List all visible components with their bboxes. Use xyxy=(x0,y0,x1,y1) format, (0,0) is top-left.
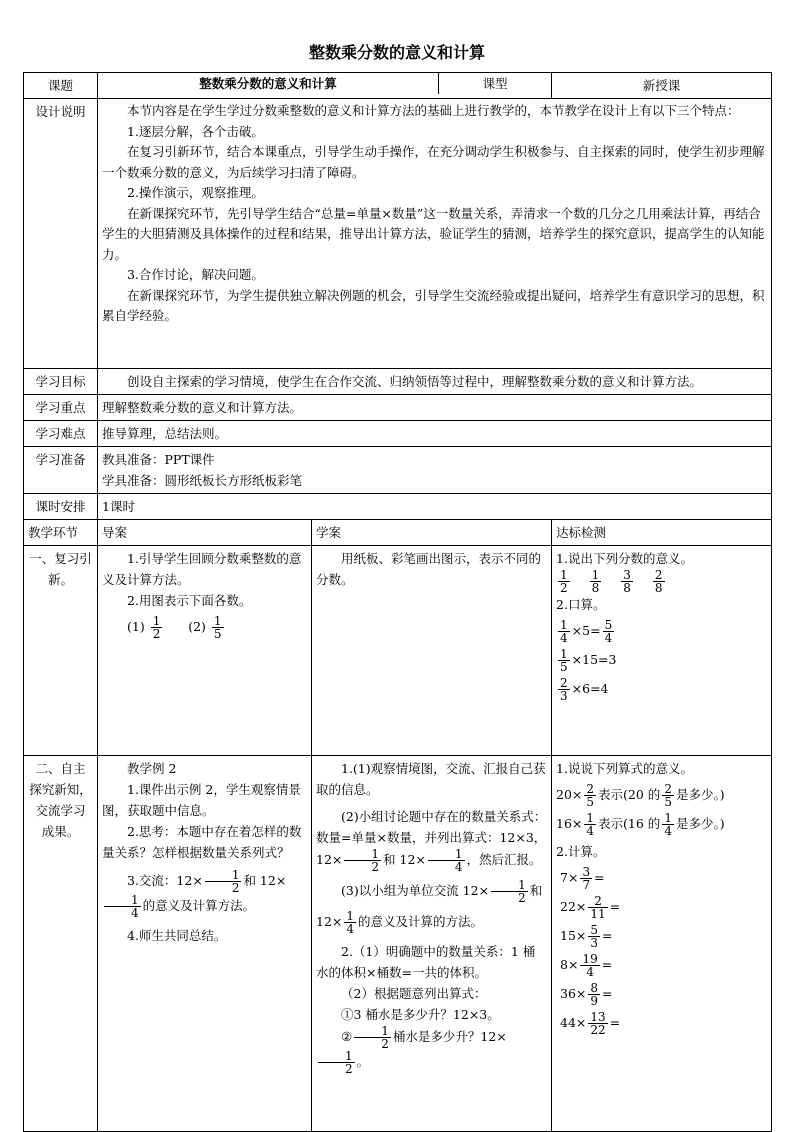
prep-teacher: 教具准备：PPT课件 xyxy=(102,452,215,467)
design-intro: 本节内容是在学生学过分数乘整数的意义和计算方法的基础上进行教学的，本节教学在设计上有以下三个特点： xyxy=(127,103,740,118)
difficulty-label: 学习难点 xyxy=(24,421,98,447)
stage2-name: 二、自主 探究新知， 交流学习 成果。 xyxy=(24,756,98,1132)
design-p2-body: 在新课探究环节，先引导学生结合“总量=单量×数量”这一数量关系，弄清求一个数的几分之几用乘法计算，再结合学生的大胆猜测及具体操作的过程和结果，推导出计算方法，验证学生的猜测，培养学生的探究意识，提高学生的认知能力。 xyxy=(102,205,765,262)
stage2-guide-3: 3.交流：12× $\frac{1}{2}$ 和 12× $\frac{1}{4}$ 的意义及计算方法。 xyxy=(102,869,307,919)
stage1-guide-1: 1.引导学生回顾分数乘整数的意义及计算方法。 xyxy=(102,551,302,587)
design-p3-title: 3.合作讨论，解决问题。 xyxy=(127,267,264,282)
fraction: $\frac{2}{8}$ xyxy=(654,568,663,595)
stage1-guide-2: 2.用图表示下面各数。 xyxy=(127,593,252,608)
stage2-learn-3: (3)以小组为单位交流 12× $\frac{1}{2}$ 和 xyxy=(341,878,543,905)
key-text: 理解整数乘分数的意义和计算方法。 xyxy=(98,395,772,421)
stage2-guide-1: 1.课件出示例 2，学生观察情景图，获取题中信息。 xyxy=(102,782,301,818)
col-stage: 教学环节 xyxy=(24,520,98,546)
design-label: 设计说明 xyxy=(24,99,98,369)
design-content xyxy=(98,99,772,369)
stage2-learn-1: 1.(1)观察情境图，交流、汇报自己获取的信息。 xyxy=(316,761,546,797)
stage2-learn-7: ② $\frac{1}{2}$ 桶水是多少升？12× $\frac{1}{2}$ 。 xyxy=(316,1025,547,1075)
key-label: 学习重点 xyxy=(24,395,98,421)
schedule-label: 课时安排 xyxy=(24,494,98,520)
stage2-learn-5: （2）根据题意列出算式： xyxy=(341,986,487,1001)
prep-student: 学具准备：圆形纸板长方形纸板彩笔 xyxy=(102,473,303,488)
schedule-text: 1课时 xyxy=(98,494,772,520)
fraction: $\frac{3}{8}$ xyxy=(623,568,631,595)
stage2-learn-6: ①3 桶水是多少升？12×3。 xyxy=(341,1007,500,1022)
calc-3: 15× $\frac{5}{3}$ = xyxy=(560,923,613,950)
col-check: 达标检测 xyxy=(552,520,772,546)
type-label: 课型 xyxy=(482,76,508,91)
fraction: $\frac{1}{2}$ xyxy=(152,614,161,641)
calc-4: 8× $\frac{19}{4}$ = xyxy=(560,952,613,979)
oral-calc-1: $\frac{1}{4}$ ×5= $\frac{5}{4}$ xyxy=(560,618,613,645)
meaning-1: 20× $\frac{2}{5}$ 表示(20 的 $\frac{2}{5}$ 是多少。) xyxy=(556,782,725,809)
lesson-plan-table xyxy=(23,72,772,1132)
design-p1-body: 在复习引新环节，结合本课重点，引导学生动手操作，在充分调动学生积极参与、自主探索的同时，使学生初步理解一个数乘分数的意义，为后续学习扫清了障碍。 xyxy=(102,144,765,180)
stage2-check-2: 2.计算。 xyxy=(556,844,606,859)
col-learn: 学案 xyxy=(312,520,552,546)
stage1-check-2: 2.口算。 xyxy=(556,597,606,612)
calc-5: 36× $\frac{8}{9}$ = xyxy=(560,981,613,1008)
goal-text: 创设自主探索的学习情境，使学生在合作交流、归纳领悟等过程中，理解整数乘分数的意义和计算方法。 xyxy=(127,374,703,389)
stage1-learn: 用纸板、彩笔画出图示，表示不同的分数。 xyxy=(316,551,542,587)
calc-1: 7× $\frac{3}{7}$ = xyxy=(560,865,605,892)
prep-label: 学习准备 xyxy=(24,447,98,494)
goal-label: 学习目标 xyxy=(24,369,98,395)
stage1-fraction-list xyxy=(556,569,767,594)
design-p1-title: 1.逐层分解，各个击破。 xyxy=(127,123,264,139)
stage2-guide-2: 2.思考：本题中存在着怎样的数量关系？怎样根据数量关系列式？ xyxy=(102,824,302,860)
stage2-guide-title: 教学例 2 xyxy=(127,761,177,776)
calc-6: 44× $\frac{13}{22}$ = xyxy=(560,1010,621,1037)
col-guide: 导案 xyxy=(98,520,312,546)
stage2-learn-4: 2.（1）明确题中的数量关系：1 桶水的体积×桶数=一共的体积。 xyxy=(316,944,536,980)
oral-calc-3: $\frac{2}{3}$ ×6=4 xyxy=(560,676,609,703)
type-value: 新授课 xyxy=(552,73,772,99)
fraction: $\frac{1}{2}$ xyxy=(560,568,568,595)
stage2-learn-2: (2)小组讨论题中存在的数量关系式：数量=单量×数量，并列出算式：12×3，12× $\frac{1}{2}$ 和 12× $\frac{1}{4}$ ，然后汇报。 xyxy=(316,809,547,874)
stage2-check-1: 1.说说下列算式的意义。 xyxy=(556,761,693,776)
meaning-2: 16× $\frac{1}{4}$ 表示(16 的 $\frac{1}{4}$ 是多少。) xyxy=(556,811,725,838)
document-title: 整数乘分数的意义和计算 xyxy=(308,43,485,62)
difficulty-text: 推导算理，总结法则。 xyxy=(98,421,772,447)
design-p2-title: 2.操作演示，观察推理。 xyxy=(127,185,264,200)
oral-calc-2: $\frac{1}{5}$ ×15=3 xyxy=(560,647,617,674)
stage1-name: 一、复习引新。 xyxy=(24,546,98,756)
topic-value: 整数乘分数的意义和计算 xyxy=(98,73,439,94)
stage2-guide-4: 4.师生共同总结。 xyxy=(127,928,227,943)
stage2-learn-3b: 12× $\frac{1}{4}$ 的意义及计算的方法。 xyxy=(316,909,484,936)
stage1-guide-fractions: (1) $\frac{1}{2}$ (2) $\frac{1}{5}$ xyxy=(127,614,222,641)
fraction: $\frac{1}{5}$ xyxy=(213,614,222,641)
topic-label: 课题 xyxy=(24,73,98,99)
calc-2: 22× $\frac{2}{11}$ = xyxy=(560,894,621,921)
stage1-check-1: 1.说出下列分数的意义。 xyxy=(556,551,693,566)
design-p3-body: 在新课探究环节，为学生提供独立解决例题的机会，引导学生交流经验或提出疑问，培养学生有意识学习的思想，积累自学经验。 xyxy=(102,287,765,323)
fraction: $\frac{1}{8}$ xyxy=(591,568,600,595)
